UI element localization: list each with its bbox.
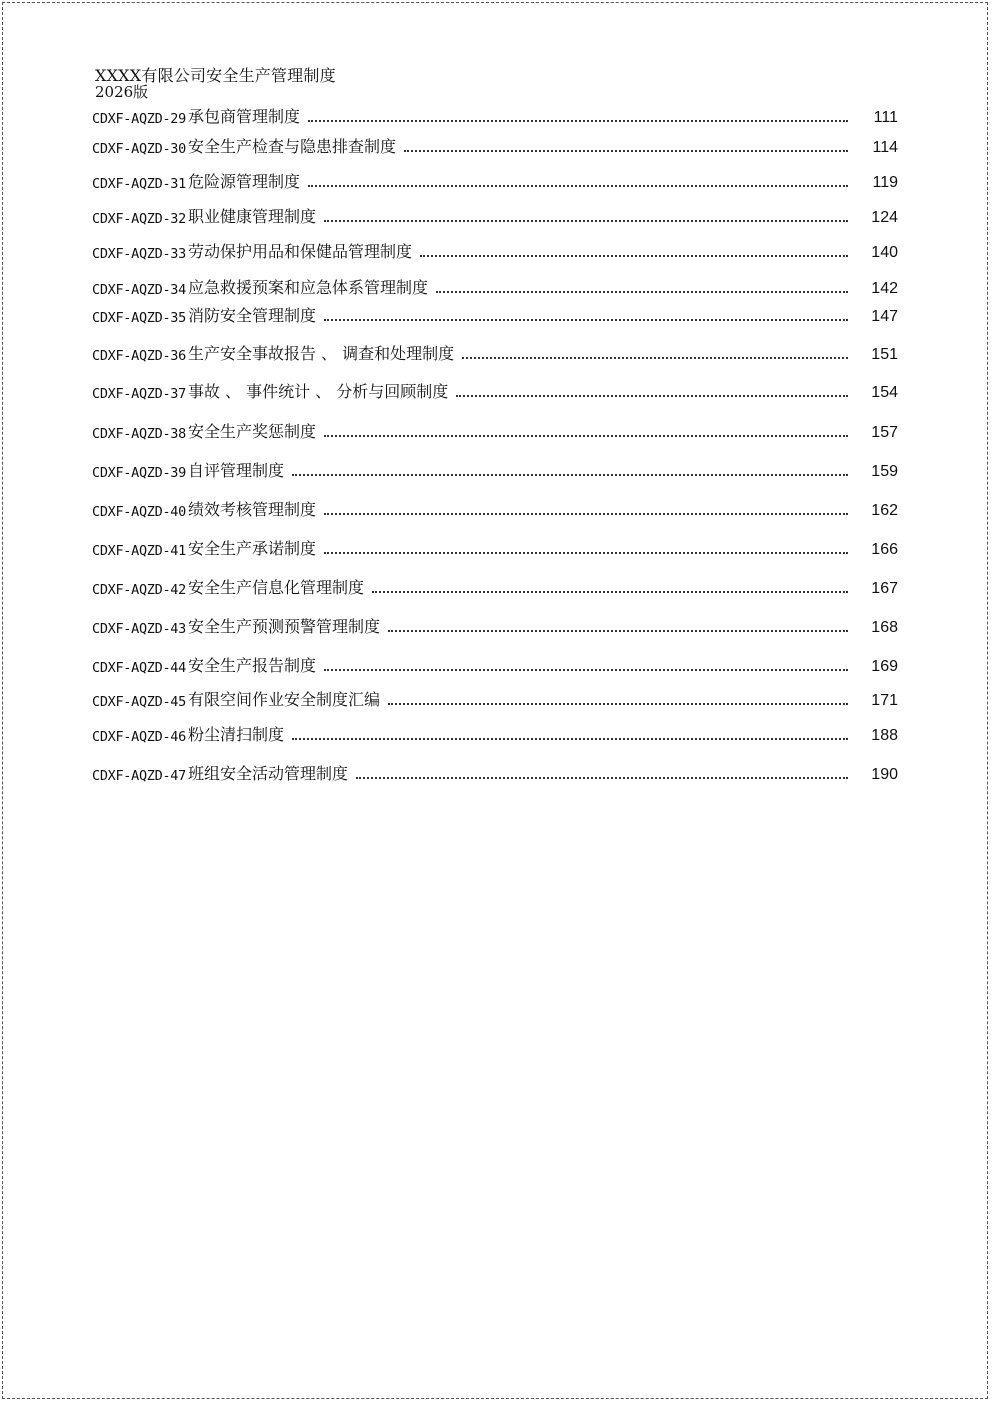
- toc-entry-page: 151: [871, 346, 898, 363]
- toc-dot-leader: [372, 591, 848, 593]
- toc-entry-title: 事故 、 事件统计 、 分析与回顾制度: [187, 382, 449, 401]
- toc-dot-leader: [388, 703, 848, 705]
- toc-dot-leader: [324, 513, 848, 515]
- toc-dot-leader: [420, 255, 848, 257]
- toc-entry-page: 167: [871, 580, 898, 597]
- toc-entry-page: 147: [871, 308, 898, 325]
- toc-entry-code: CDXF-AQZD-31: [92, 176, 186, 192]
- toc-entry-page: 188: [871, 727, 898, 744]
- toc-entry[interactable]: [92, 105, 898, 127]
- toc-dot-leader: [462, 357, 848, 359]
- toc-entry-page: 154: [871, 384, 898, 401]
- toc-entry-page: 159: [871, 463, 898, 480]
- toc-entry-page: 111: [873, 109, 898, 126]
- toc-entry-page: 169: [871, 658, 898, 675]
- toc-entry-title: 安全生产奖惩制度: [187, 422, 316, 441]
- toc-entry[interactable]: [92, 304, 898, 326]
- toc-dot-leader: [308, 185, 848, 187]
- document-title: XXXX有限公司安全生产管理制度: [95, 66, 336, 85]
- toc-entry-code: CDXF-AQZD-43: [92, 621, 186, 637]
- toc-entry[interactable]: [92, 498, 898, 520]
- toc-entry-title: 粉尘清扫制度: [187, 725, 284, 744]
- toc-dot-leader: [324, 435, 848, 437]
- toc-entry-title: 自评管理制度: [187, 461, 284, 480]
- toc-entry[interactable]: [92, 342, 898, 364]
- toc-dot-leader: [388, 630, 848, 632]
- document-edition: 2026版: [95, 83, 149, 101]
- toc-entry[interactable]: [92, 576, 898, 598]
- toc-entry[interactable]: [92, 240, 898, 262]
- toc-entry-title: 劳动保护用品和保健品管理制度: [187, 242, 412, 261]
- toc-entry[interactable]: [92, 688, 898, 710]
- toc-entry[interactable]: [92, 205, 898, 227]
- toc-entry-title: 应急救援预案和应急体系管理制度: [187, 278, 428, 297]
- toc-dot-leader: [324, 552, 848, 554]
- toc-entry-page: 171: [871, 692, 898, 709]
- toc-entry-page: 114: [872, 139, 898, 156]
- toc-entry-code: CDXF-AQZD-45: [92, 694, 186, 710]
- toc-dot-leader: [356, 777, 848, 779]
- toc-entry-title: 职业健康管理制度: [187, 207, 316, 226]
- toc-entry-title: 安全生产承诺制度: [187, 539, 316, 558]
- toc-entry-page: 124: [871, 209, 898, 226]
- toc-entry-code: CDXF-AQZD-38: [92, 426, 186, 442]
- toc-entry[interactable]: [92, 380, 898, 402]
- toc-entry[interactable]: [92, 537, 898, 559]
- toc-entry-code: CDXF-AQZD-32: [92, 211, 186, 227]
- toc-entry-title: 消防安全管理制度: [187, 306, 316, 325]
- toc-entry[interactable]: [92, 459, 898, 481]
- toc-entry-page: 166: [871, 541, 898, 558]
- toc-entry[interactable]: [92, 762, 898, 784]
- toc-entry-code: CDXF-AQZD-36: [92, 348, 186, 364]
- toc-entry-code: CDXF-AQZD-29: [92, 111, 186, 127]
- toc-entry[interactable]: [92, 170, 898, 192]
- toc-entry-title: 安全生产预测预警管理制度: [187, 617, 380, 636]
- toc-entry[interactable]: [92, 135, 898, 157]
- toc-entry-page: 162: [871, 502, 898, 519]
- toc-entry-code: CDXF-AQZD-47: [92, 768, 186, 784]
- toc-dot-leader: [308, 120, 848, 122]
- toc-entry-page: 168: [871, 619, 898, 636]
- toc-entry-page: 190: [871, 766, 898, 783]
- toc-entry[interactable]: [92, 615, 898, 637]
- toc-entry-code: CDXF-AQZD-35: [92, 310, 186, 326]
- toc-entry-code: CDXF-AQZD-37: [92, 386, 186, 402]
- toc-entry-title: 有限空间作业安全制度汇编: [187, 690, 380, 709]
- toc-entry-title: 班组安全活动管理制度: [187, 764, 348, 783]
- toc-entry[interactable]: [92, 654, 898, 676]
- toc-entry-code: CDXF-AQZD-44: [92, 660, 186, 676]
- toc-entry-code: CDXF-AQZD-33: [92, 246, 186, 262]
- toc-dot-leader: [456, 395, 848, 397]
- toc-dot-leader: [436, 291, 848, 293]
- toc-dot-leader: [324, 319, 848, 321]
- toc-entry-page: 119: [872, 174, 898, 191]
- toc-dot-leader: [292, 738, 848, 740]
- toc-entry-title: 危险源管理制度: [187, 172, 300, 191]
- toc-entry-code: CDXF-AQZD-40: [92, 504, 186, 520]
- toc-entry-code: CDXF-AQZD-39: [92, 465, 186, 481]
- toc-entry-title: 绩效考核管理制度: [187, 500, 316, 519]
- toc-entry-code: CDXF-AQZD-41: [92, 543, 186, 559]
- toc-entry-title: 安全生产信息化管理制度: [187, 578, 364, 597]
- toc-entry-title: 安全生产检查与隐患排查制度: [187, 137, 396, 156]
- toc-entry-title: 承包商管理制度: [187, 107, 300, 126]
- toc-entry-code: CDXF-AQZD-46: [92, 729, 186, 745]
- toc-dot-leader: [404, 150, 848, 152]
- toc-entry-page: 157: [871, 424, 898, 441]
- toc-entry-code: CDXF-AQZD-34: [92, 282, 186, 298]
- toc-entry[interactable]: [92, 420, 898, 442]
- toc-entry[interactable]: [92, 723, 898, 745]
- toc-dot-leader: [292, 474, 848, 476]
- toc-entry-page: 142: [871, 280, 898, 297]
- toc-entry-page: 140: [871, 244, 898, 261]
- toc-entry-code: CDXF-AQZD-30: [92, 141, 186, 157]
- toc-entry-title: 生产安全事故报告 、 调查和处理制度: [187, 344, 455, 363]
- toc-dot-leader: [324, 669, 848, 671]
- toc-dot-leader: [324, 220, 848, 222]
- toc-entry-title: 安全生产报告制度: [187, 656, 316, 675]
- toc-entry[interactable]: [92, 276, 898, 298]
- toc-entry-code: CDXF-AQZD-42: [92, 582, 186, 598]
- table-of-contents: [92, 0, 898, 1403]
